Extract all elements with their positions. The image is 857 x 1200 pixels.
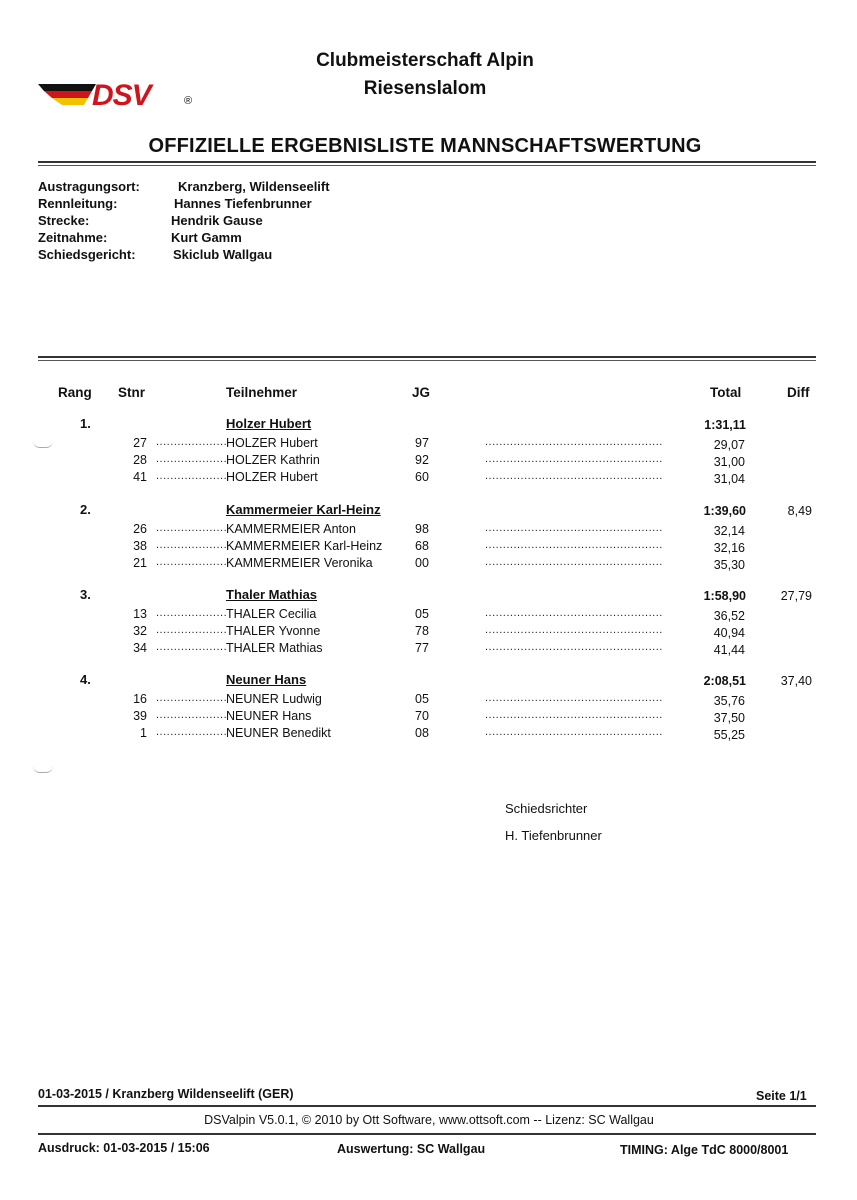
- info-label: Austragungsort:: [38, 179, 140, 194]
- dot-leader: ..................................................: [485, 556, 663, 568]
- member-name: THALER Yvonne: [226, 624, 321, 638]
- member-time: 35,30: [713, 558, 745, 572]
- event-title: Clubmeisterschaft Alpin: [316, 50, 534, 71]
- member-name: THALER Mathias: [226, 641, 323, 655]
- member-jg: 97: [415, 436, 429, 450]
- dot-leader: ....................: [156, 470, 228, 482]
- scan-mark: [33, 441, 53, 448]
- member-stnr: 34: [133, 641, 147, 655]
- dot-leader: ....................: [156, 607, 228, 619]
- dot-leader: ....................: [156, 436, 228, 448]
- footer-printout: Ausdruck: 01-03-2015 / 15:06: [38, 1141, 210, 1155]
- team-rank: 2.: [80, 502, 91, 517]
- info-value: Skiclub Wallgau: [173, 247, 273, 262]
- member-jg: 77: [415, 641, 429, 655]
- member-stnr: 39: [133, 709, 147, 723]
- divider: [38, 165, 816, 166]
- info-label: Schiedsgericht:: [38, 247, 136, 262]
- team-total: 2:08,51: [703, 674, 746, 688]
- column-header-total: Total: [710, 385, 742, 400]
- column-header-teilnehmer: Teilnehmer: [226, 385, 298, 400]
- member-jg: 68: [415, 539, 429, 553]
- registered-mark: ®: [184, 95, 193, 107]
- divider: [38, 1133, 816, 1135]
- member-name: NEUNER Benedikt: [226, 726, 331, 740]
- member-stnr: 26: [133, 522, 147, 536]
- divider: [38, 356, 816, 358]
- info-value: Kranzberg, Wildenseelift: [178, 179, 330, 194]
- dot-leader: ....................: [156, 709, 228, 721]
- logo-text: DSV: [92, 79, 151, 112]
- member-time: 55,25: [713, 728, 745, 742]
- member-time: 37,50: [713, 711, 745, 725]
- info-value: Hendrik Gause: [171, 213, 263, 228]
- document-title: OFFIZIELLE ERGEBNISLISTE MANNSCHAFTSWERTUNG: [148, 135, 702, 157]
- column-header-rang: Rang: [58, 385, 92, 400]
- team-name: Thaler Mathias: [226, 587, 318, 602]
- team-diff: 27,79: [780, 589, 812, 603]
- member-stnr: 28: [133, 453, 147, 467]
- dot-leader: ..................................................: [485, 453, 663, 465]
- member-jg: 78: [415, 624, 429, 638]
- member-stnr: 38: [133, 539, 147, 553]
- info-value: Kurt Gamm: [171, 230, 242, 245]
- member-time: 32,16: [713, 541, 745, 555]
- member-jg: 08: [415, 726, 429, 740]
- dot-leader: ....................: [156, 556, 228, 568]
- dot-leader: ..................................................: [485, 624, 663, 636]
- member-name: HOLZER Kathrin: [226, 453, 320, 467]
- member-name: HOLZER Hubert: [226, 470, 318, 484]
- dot-leader: ....................: [156, 641, 228, 653]
- member-name: NEUNER Ludwig: [226, 692, 322, 706]
- dsv-logo: [38, 78, 198, 112]
- member-name: KAMMERMEIER Karl-Heinz: [226, 539, 383, 553]
- dot-leader: ..................................................: [485, 539, 663, 551]
- dot-leader: ..................................................: [485, 522, 663, 534]
- member-stnr: 32: [133, 624, 147, 638]
- team-rank: 3.: [80, 587, 91, 602]
- column-header-stnr: Stnr: [118, 385, 145, 400]
- dot-leader: ..................................................: [485, 607, 663, 619]
- member-name: HOLZER Hubert: [226, 436, 318, 450]
- info-label: Rennleitung:: [38, 196, 118, 211]
- member-time: 41,44: [713, 643, 745, 657]
- team-total: 1:31,11: [704, 418, 746, 432]
- discipline-title: Riesenslalom: [363, 78, 487, 99]
- scan-mark: [33, 766, 53, 773]
- dot-leader: ....................: [156, 624, 228, 636]
- team-name: Kammermeier Karl-Heinz: [226, 502, 381, 517]
- team-name: Holzer Hubert: [226, 416, 312, 431]
- dot-leader: ..................................................: [485, 709, 663, 721]
- team-rank: 1.: [80, 416, 91, 431]
- signature-role: Schiedsrichter: [505, 801, 588, 816]
- member-jg: 00: [415, 556, 429, 570]
- member-stnr: 21: [133, 556, 147, 570]
- dot-leader: ..................................................: [485, 726, 663, 738]
- dot-leader: ..................................................: [485, 436, 663, 448]
- footer-software: DSValpin V5.0.1, © 2010 by Ott Software, www.ottsoft.com -- Lizenz: SC Wallgau: [204, 1113, 654, 1127]
- member-jg: 05: [415, 692, 429, 706]
- dot-leader: ....................: [156, 692, 228, 704]
- dot-leader: ..................................................: [485, 470, 663, 482]
- member-stnr: 16: [133, 692, 147, 706]
- team-diff: 8,49: [787, 504, 812, 518]
- member-stnr: 13: [133, 607, 147, 621]
- member-time: 29,07: [713, 438, 745, 452]
- divider: [38, 360, 816, 361]
- member-stnr: 41: [133, 470, 147, 484]
- divider: [38, 161, 816, 163]
- dot-leader: ....................: [156, 522, 228, 534]
- dot-leader: ....................: [156, 453, 228, 465]
- team-total: 1:58,90: [703, 589, 746, 603]
- member-jg: 60: [415, 470, 429, 484]
- member-time: 31,04: [713, 472, 745, 486]
- member-time: 31,00: [713, 455, 745, 469]
- member-jg: 92: [415, 453, 429, 467]
- footer-timing: TIMING: Alge TdC 8000/8001: [620, 1143, 789, 1157]
- info-value: Hannes Tiefenbrunner: [174, 196, 312, 211]
- column-header-diff: Diff: [787, 385, 810, 400]
- team-name: Neuner Hans: [226, 672, 307, 687]
- team-diff: 37,40: [780, 674, 812, 688]
- member-name: KAMMERMEIER Veronika: [226, 556, 373, 570]
- footer-evaluation: Auswertung: SC Wallgau: [337, 1142, 486, 1156]
- member-jg: 98: [415, 522, 429, 536]
- divider: [38, 1105, 816, 1107]
- column-header-jg: JG: [412, 385, 431, 400]
- member-time: 40,94: [713, 626, 745, 640]
- member-name: THALER Cecilia: [226, 607, 317, 621]
- member-time: 35,76: [713, 694, 745, 708]
- member-stnr: 1: [140, 726, 147, 740]
- member-name: NEUNER Hans: [226, 709, 312, 723]
- info-label: Strecke:: [38, 213, 90, 228]
- footer-page: Seite 1/1: [756, 1089, 807, 1103]
- member-time: 36,52: [713, 609, 745, 623]
- dot-leader: ..................................................: [485, 692, 663, 704]
- member-name: KAMMERMEIER Anton: [226, 522, 356, 536]
- member-time: 32,14: [713, 524, 745, 538]
- member-stnr: 27: [133, 436, 147, 450]
- dot-leader: ..................................................: [485, 641, 663, 653]
- team-total: 1:39,60: [703, 504, 746, 518]
- signature-name: H. Tiefenbrunner: [505, 828, 602, 843]
- team-rank: 4.: [80, 672, 91, 687]
- member-jg: 70: [415, 709, 429, 723]
- member-jg: 05: [415, 607, 429, 621]
- dot-leader: ....................: [156, 539, 228, 551]
- dot-leader: ....................: [156, 726, 228, 738]
- footer-date-location: 01-03-2015 / Kranzberg Wildenseelift (GER): [38, 1087, 294, 1101]
- info-label: Zeitnahme:: [38, 230, 108, 245]
